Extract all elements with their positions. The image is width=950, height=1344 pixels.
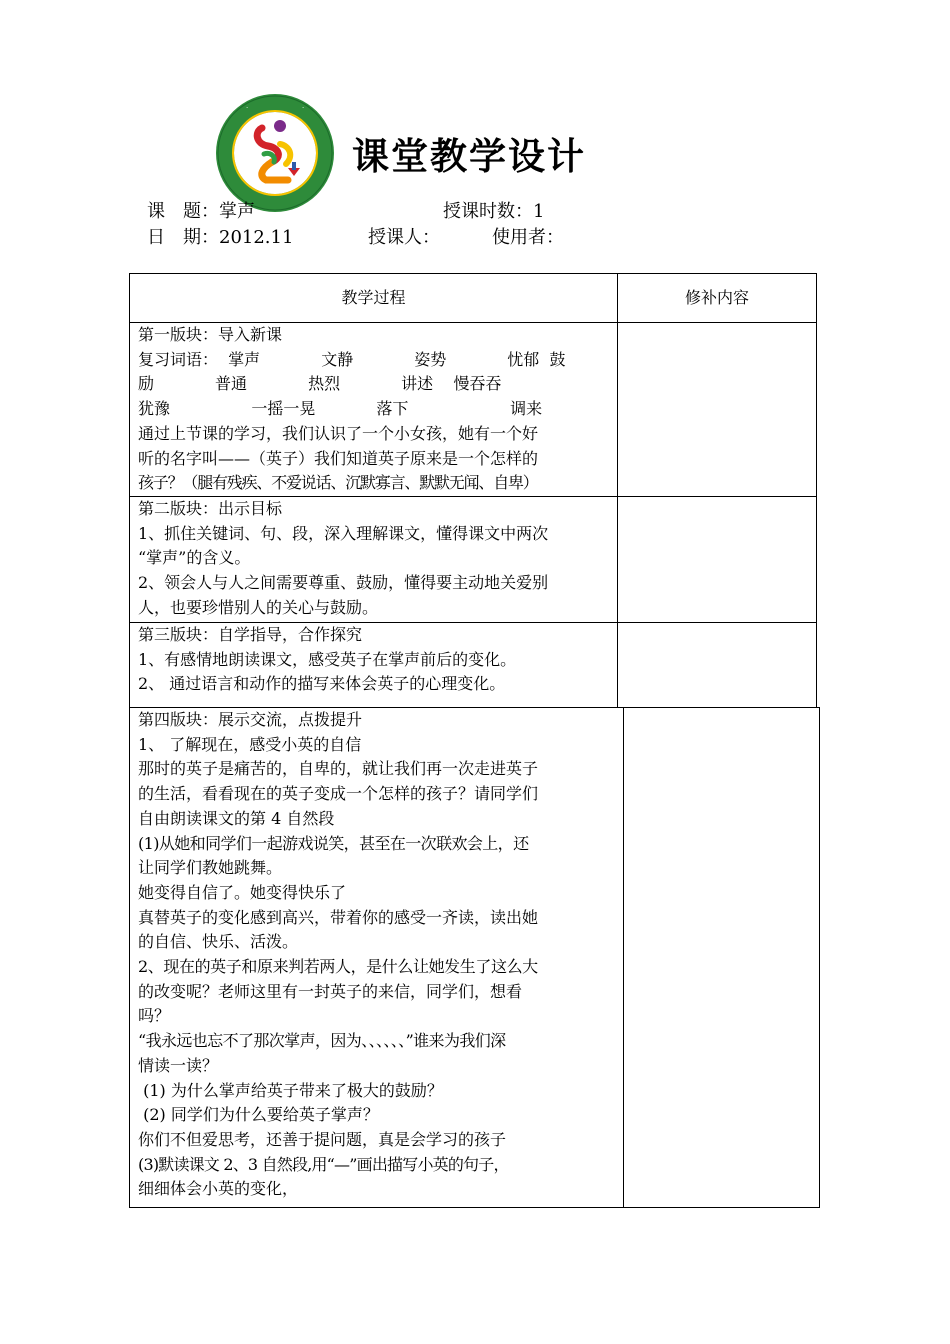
section-line: 的生活，看看现在的英子变成一个怎样的孩子？请同学们 xyxy=(138,784,539,804)
section-line: “我永远也忘不了那次掌声，因为、、、、、、”谁来为我们深 xyxy=(138,1031,506,1051)
section-line: 第一版块：导入新课 xyxy=(138,325,283,344)
section-line: 那时的英子是痛苦的，自卑的，就让我们再一次走进英子 xyxy=(138,759,539,779)
column-header-process: 教学过程 xyxy=(130,274,618,323)
school-emblem-icon xyxy=(214,92,336,214)
section-line: 1、 了解现在，感受小英的自信 xyxy=(138,734,362,754)
section-line: 2、领会人与人之间需要尊重、鼓励，懂得要主动地关爱别 xyxy=(138,573,549,593)
topic-value: 掌声 xyxy=(219,201,255,222)
section-line: 通过上节课的学习，我们认识了一个小女孩，她有一个好 xyxy=(138,423,539,443)
section-line: (1)从她和同学们一起游戏说笑，甚至在一次联欢会上，还 xyxy=(138,833,529,853)
section-line: 真替英子的变化感到高兴，带着你的感受一齐读，读出她 xyxy=(138,907,539,927)
section-line: 2、 通过语言和动作的描写来体会英子的心理变化。 xyxy=(138,674,506,694)
section-line: 第三版块：自学指导，合作探究 xyxy=(138,625,363,644)
section-line: (1) 为什么掌声给英子带来了极大的鼓励？ xyxy=(138,1080,443,1100)
column-header-notes: 修补内容 xyxy=(618,274,817,323)
section-line: 孩子？（腿有残疾、不爱说话、沉默寡言、默默无闻、自卑） xyxy=(138,473,538,493)
section-line: 人，也要珍惜别人的关心与鼓励。 xyxy=(138,597,379,617)
section-line: 2、现在的英子和原来判若两人，是什么让她发生了这么大 xyxy=(138,957,538,977)
section-line: 听的名字叫——（英子）我们知道英子原来是一个怎样的 xyxy=(138,448,539,468)
section-line: 让同学们教她跳舞。 xyxy=(138,858,283,878)
lesson-table xyxy=(129,273,817,707)
section-2-notes xyxy=(618,497,817,623)
svg-text:·: · xyxy=(246,104,249,112)
hours-label: 授课时数： xyxy=(443,201,533,222)
section-3-notes xyxy=(618,623,817,707)
section-line: 你们不但爱思考，还善于提问题，真是会学习的孩子 xyxy=(138,1129,507,1149)
topic-label: 课 题： xyxy=(147,201,219,222)
date-value: 2012.11 xyxy=(219,227,294,248)
section-4-notes xyxy=(624,708,820,1208)
svg-text:·: · xyxy=(302,104,305,112)
section-line: 的改变呢？老师这里有一封英子的来信，同学们，想看 xyxy=(138,981,523,1001)
section-line: (2) 同学们为什么要给英子掌声？ xyxy=(138,1105,379,1125)
section-line: 细细体会小英的变化， xyxy=(138,1179,299,1199)
lesson-table-continued xyxy=(129,707,820,1208)
section-2-cell xyxy=(130,497,618,623)
section-1-notes xyxy=(618,323,817,497)
section-line: 情读一读？ xyxy=(138,1055,219,1075)
section-line: 第四版块：展示交流，点拨提升 xyxy=(138,710,363,729)
user-label: 使用者： xyxy=(492,227,564,248)
section-1-cell xyxy=(130,323,618,497)
section-3-cell xyxy=(130,623,618,707)
section-line: (3)默读课文 2、3 自然段,用“—”画出描写小英的句子， xyxy=(138,1154,509,1174)
section-line: 1、有感情地朗读课文，感受英子在掌声前后的变化。 xyxy=(138,649,517,669)
hours-value: 1 xyxy=(533,201,545,222)
section-line: 励 普通 热烈 讲述 慢吞吞 xyxy=(138,374,502,394)
page-title: 课堂教学设计 xyxy=(352,135,586,178)
section-line: 犹豫 一摇一晃 落下 调来 xyxy=(138,399,543,419)
teacher-label: 授课人： xyxy=(368,227,440,248)
date-label: 日 期： xyxy=(147,227,219,248)
section-line: “掌声”的含义。 xyxy=(138,548,251,568)
section-line: 她变得自信了。她变得快乐了 xyxy=(138,882,347,902)
section-line: 吗？ xyxy=(138,1006,171,1026)
section-line: 自由朗读课文的第 4 自然段 xyxy=(138,808,335,828)
section-line: 的自信、快乐、活泼。 xyxy=(138,932,299,952)
section-line: 复习词语： 掌声 文静 姿势 忧郁 鼓 xyxy=(138,349,566,369)
section-line: 第二版块：出示目标 xyxy=(138,499,283,518)
section-line: 1、抓住关键词、句、段，深入理解课文，懂得课文中两次 xyxy=(138,523,549,543)
section-4-cell xyxy=(130,708,624,1208)
